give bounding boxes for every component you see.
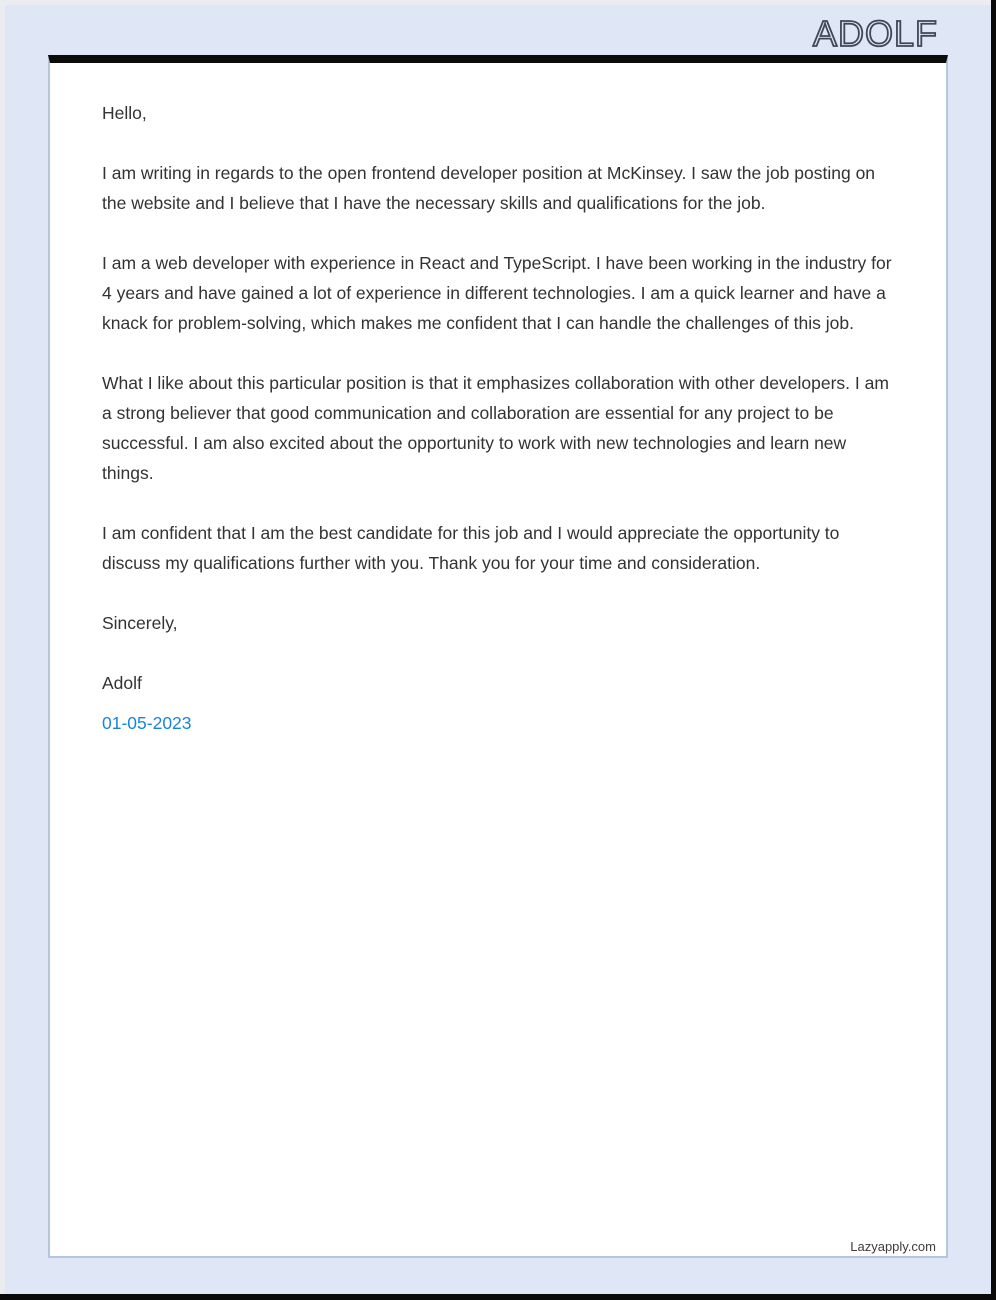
bottom-edge-bar <box>0 1294 996 1300</box>
paragraph-experience: I am a web developer with experience in React and TypeScript. I have been working in the industry for 4 years and have gained a lot of experience in different technologies. I am a quick learner and have a knack for problem-solving, which makes me confident that I can handle the challenges of this job. <box>102 253 892 333</box>
watermark-link[interactable]: Lazyapply.com <box>850 1239 936 1254</box>
letter-page <box>48 55 948 1258</box>
paragraph-intro: I am writing in regards to the open frontend developer position at McKinsey. I saw the job posting on the website and I believe that I have the necessary skills and qualifications for the job. <box>102 163 876 213</box>
right-edge-bar <box>991 0 996 1300</box>
paragraph-motivation: What I like about this particular position is that it emphasizes collaboration with other developers. I am a strong believer that good communication and collaboration are essential for any project to be successful. I am also excited about the opportunity to work with new technologies and learn new things. <box>102 373 889 483</box>
paragraph-closing-pitch: I am confident that I am the best candidate for this job and I would appreciate the opportunity to discuss my qualifications further with you. Thank you for your time and consideration. <box>102 523 840 573</box>
outer-frame-top <box>0 0 996 5</box>
date-link[interactable]: 01-05-2023 <box>102 713 192 733</box>
letterhead-name: ADOLF <box>812 13 938 54</box>
closing: Sincerely, <box>102 613 178 633</box>
signature-name: Adolf <box>102 673 142 693</box>
outer-frame-left <box>0 0 5 1300</box>
salutation: Hello, <box>102 103 147 123</box>
letter-body <box>50 63 946 738</box>
